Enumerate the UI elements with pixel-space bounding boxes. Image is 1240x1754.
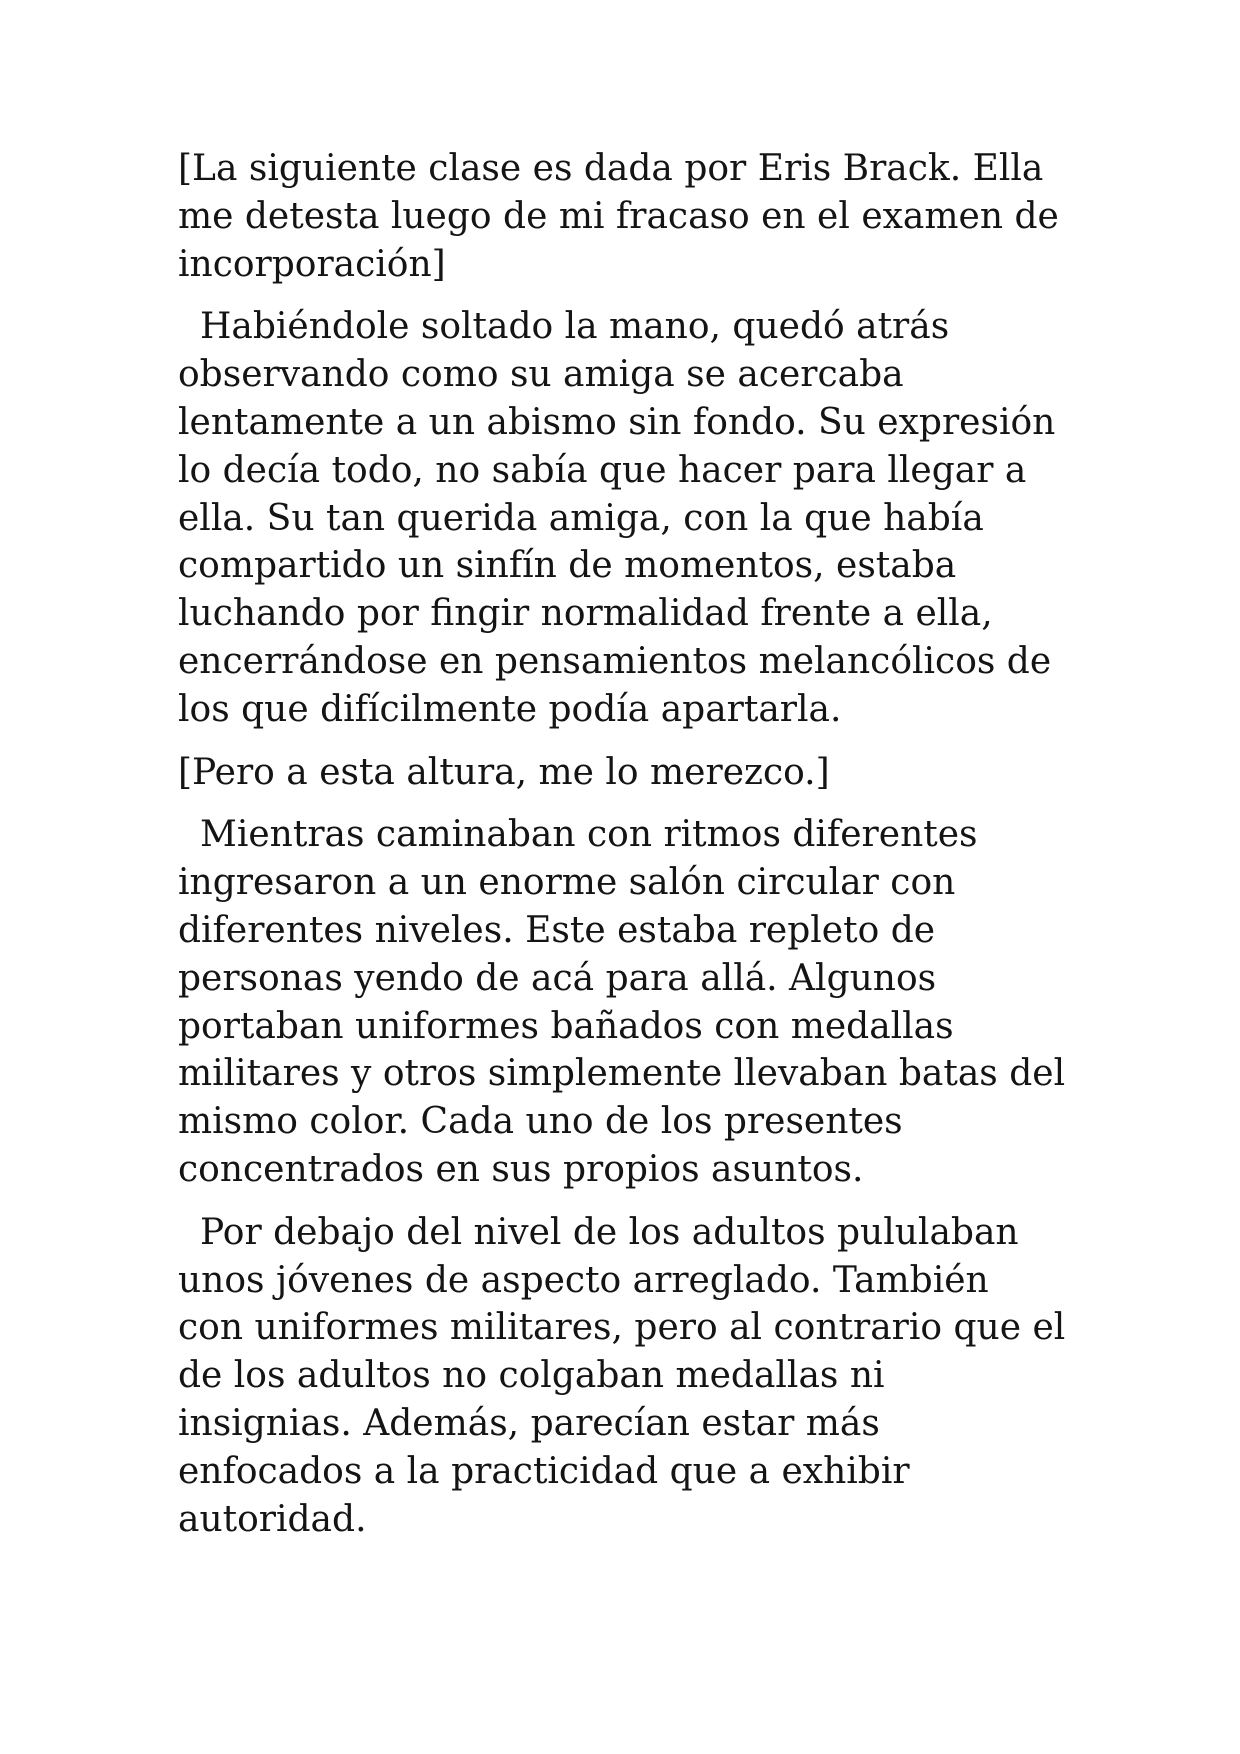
body-text bbox=[178, 145, 1078, 1543]
text-line: observando como su amiga se acercaba bbox=[178, 354, 904, 396]
text-line: encerrándose en pensamientos melancólicos de bbox=[178, 640, 1052, 682]
paragraph-thought-1 bbox=[178, 145, 1078, 288]
text-line: diferentes niveles. Este estaba repleto de bbox=[178, 909, 936, 951]
text-line: de los adultos no colgaban medallas ni bbox=[178, 1355, 885, 1397]
text-line: con uniformes militares, pero al contrario que el bbox=[178, 1307, 1066, 1349]
text-line: [La siguiente clase es dada por Eris Brack. Ella bbox=[178, 148, 1044, 189]
text-line: portaban uniformes bañados con medallas bbox=[178, 1005, 954, 1047]
text-line: lo decía todo, no sabía que hacer para llegar a bbox=[178, 449, 1027, 491]
paragraph-thought-2 bbox=[178, 749, 1078, 797]
text-line: Mientras caminaban con ritmos diferentes bbox=[200, 814, 978, 856]
text-line: lentamente a un abismo sin fondo. Su expresión bbox=[178, 401, 1056, 443]
paragraph-narration-3 bbox=[178, 1209, 1078, 1544]
text-line: luchando por fingir normalidad frente a ella, bbox=[178, 593, 993, 635]
paragraph-narration-2 bbox=[178, 811, 1078, 1193]
text-line: autoridad. bbox=[178, 1498, 367, 1540]
text-line: ella. Su tan querida amiga, con la que había bbox=[178, 497, 984, 539]
text-line: insignias. Además, parecían estar más bbox=[178, 1402, 880, 1444]
text-line: mismo color. Cada uno de los presentes bbox=[178, 1101, 903, 1143]
text-line: incorporación] bbox=[178, 243, 446, 285]
text-line: [Pero a esta altura, me lo merezco.] bbox=[178, 751, 830, 793]
text-line: ingresaron a un enorme salón circular con bbox=[178, 862, 956, 904]
text-line: Habiéndole soltado la mano, quedó atrás bbox=[200, 306, 950, 348]
text-line: compartido un sinfín de momentos, estaba bbox=[178, 545, 957, 587]
text-line: militares y otros simplemente llevaban batas del bbox=[178, 1053, 1066, 1095]
text-line: me detesta luego de mi fracaso en el examen de bbox=[178, 195, 1059, 237]
text-line: concentrados en sus propios asuntos. bbox=[178, 1148, 864, 1190]
text-line: personas yendo de acá para allá. Algunos bbox=[178, 957, 937, 999]
text-line: enfocados a la practicidad que a exhibir bbox=[178, 1450, 910, 1492]
text-line: Por debajo del nivel de los adultos pululaban bbox=[200, 1211, 1019, 1253]
text-line: unos jóvenes de aspecto arreglado. También bbox=[178, 1259, 989, 1301]
paragraph-narration-1 bbox=[178, 303, 1078, 733]
text-line: los que difícilmente podía apartarla. bbox=[178, 688, 842, 730]
